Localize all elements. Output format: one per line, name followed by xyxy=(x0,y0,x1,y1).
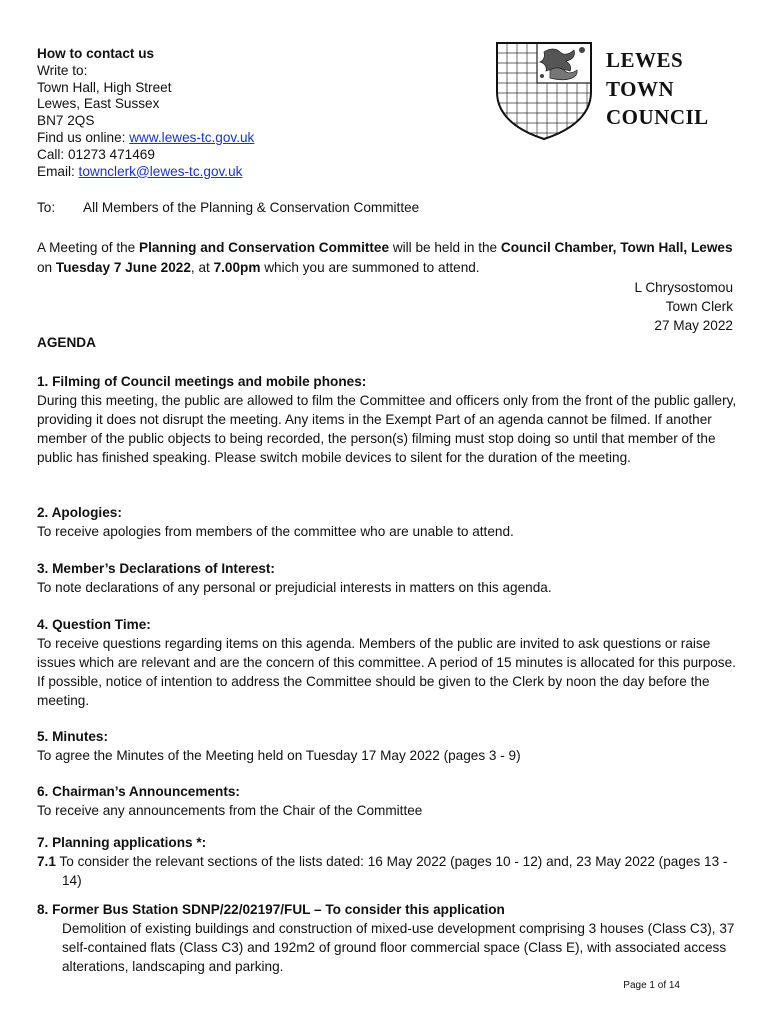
clerk-name: L Chrysostomou xyxy=(634,280,733,295)
notice-text: will be held in the xyxy=(389,240,501,255)
contact-block xyxy=(37,46,457,180)
meeting-notice xyxy=(37,238,749,277)
agenda-item xyxy=(37,782,737,820)
write-to-label: Write to: xyxy=(37,62,88,78)
agenda-item xyxy=(37,503,737,541)
agenda-item-heading: 5. Minutes: xyxy=(37,729,108,744)
notice-text: which you are summoned to attend. xyxy=(260,259,480,275)
email-line xyxy=(37,164,457,181)
notice-date: 27 May 2022 xyxy=(654,318,733,333)
agenda-item-body: During this meeting, the public are allowed to film the Committee and officers only from the front of the public gallery, providing it does not disrupt the meeting. Any items in the Exempt Part of an agenda cannot be filmed. If another member of the public objects to being recorded, the person(s) filming must stop doing so until that member of the public has finished speaking. Please switch mobile devices to silent for the duration of the meeting. xyxy=(37,393,737,465)
recipient-line xyxy=(37,200,419,217)
committee-name: Planning and Conservation Committee xyxy=(139,240,390,255)
agenda-sub-item xyxy=(37,852,737,890)
email-label: Email: xyxy=(37,163,79,179)
council-name-line: COUNCIL xyxy=(606,105,709,129)
agenda-item xyxy=(37,833,737,890)
agenda-item-heading: 3. Member’s Declarations of Interest: xyxy=(37,561,275,576)
address-line: BN7 2QS xyxy=(37,113,95,129)
council-crest-logo xyxy=(494,40,594,140)
agenda-item-heading: 1. Filming of Council meetings and mobile phones: xyxy=(37,374,367,389)
agenda-item-heading: 6. Chairman’s Announcements: xyxy=(37,784,240,799)
agenda-item xyxy=(37,900,737,976)
notice-text: on xyxy=(37,259,56,275)
address-line: Town Hall, High Street xyxy=(37,79,172,95)
agenda-item-heading: 2. Apologies: xyxy=(37,505,122,520)
agenda-item xyxy=(37,559,737,597)
website-link[interactable]: www.lewes-tc.gov.uk xyxy=(129,129,255,145)
agenda-item-body: Demolition of existing buildings and construction of mixed-use development comprising 3 houses (Class C3), 37 self-contained flats (Class C3) and 192m2 of ground floor commercial space (Class E), with associated access alterations, landscaping and parking. xyxy=(62,921,735,974)
agenda-item-heading: 4. Question Time: xyxy=(37,617,151,632)
online-label: Find us online: xyxy=(37,129,130,145)
contact-heading: How to contact us xyxy=(37,46,155,61)
agenda-item-body: To agree the Minutes of the Meeting held on Tuesday 17 May 2022 (pages 3 - 9) xyxy=(37,748,521,763)
recipient-text: All Members of the Planning & Conservation Committee xyxy=(83,200,420,215)
agenda-item xyxy=(37,727,737,765)
email-link[interactable]: townclerk@lewes-tc.gov.uk xyxy=(78,163,243,179)
clerk-title: Town Clerk xyxy=(665,299,733,314)
notice-text: A Meeting of the xyxy=(37,240,140,255)
agenda-item-body: To receive questions regarding items on this agenda. Members of the public are invited to ask questions or raise issues which are relevant and are the concern of this committee. A period of 15 minutes is allocated for this purpose. If possible, notice of intention to address the Committee should be given to the Clerk by noon the day before the meeting. xyxy=(37,636,736,708)
agenda-item-body: To receive apologies from members of the committee who are unable to attend. xyxy=(37,524,514,539)
agenda-item-heading: 8. Former Bus Station SDNP/22/02197/FUL – To consider this application xyxy=(37,902,505,917)
page-number: Page 1 of 14 xyxy=(623,980,680,991)
sub-item-text: To consider the relevant sections of the lists dated: 16 May 2022 (pages 10 - 12) and, 23 May 2022 (pages 13 - 14) xyxy=(55,854,728,888)
address-line: Lewes, East Sussex xyxy=(37,96,160,112)
notice-text: , at xyxy=(190,259,214,275)
meeting-date: Tuesday 7 June 2022 xyxy=(55,259,191,275)
to-label: To: xyxy=(37,200,56,215)
sub-item-number: 7.1 xyxy=(37,854,56,869)
council-name-line: TOWN xyxy=(606,76,675,101)
agenda-heading: AGENDA xyxy=(37,335,96,350)
meeting-venue: Council Chamber, Town Hall, Lewes xyxy=(500,240,733,255)
meeting-time: 7.00pm xyxy=(213,259,261,275)
phone-line: Call: 01273 471469 xyxy=(37,146,155,162)
online-line xyxy=(37,130,457,147)
agenda-item-body: To note declarations of any personal or prejudicial interests in matters on this agenda. xyxy=(37,580,552,595)
agenda-item-body: To receive any announcements from the Chair of the Committee xyxy=(37,803,423,818)
agenda-item-heading: 7. Planning applications *: xyxy=(37,835,207,850)
council-name-line: LEWES xyxy=(606,48,684,72)
agenda-item xyxy=(37,615,737,710)
agenda-item xyxy=(37,372,737,467)
council-name xyxy=(606,46,709,132)
signature-block xyxy=(635,278,733,335)
